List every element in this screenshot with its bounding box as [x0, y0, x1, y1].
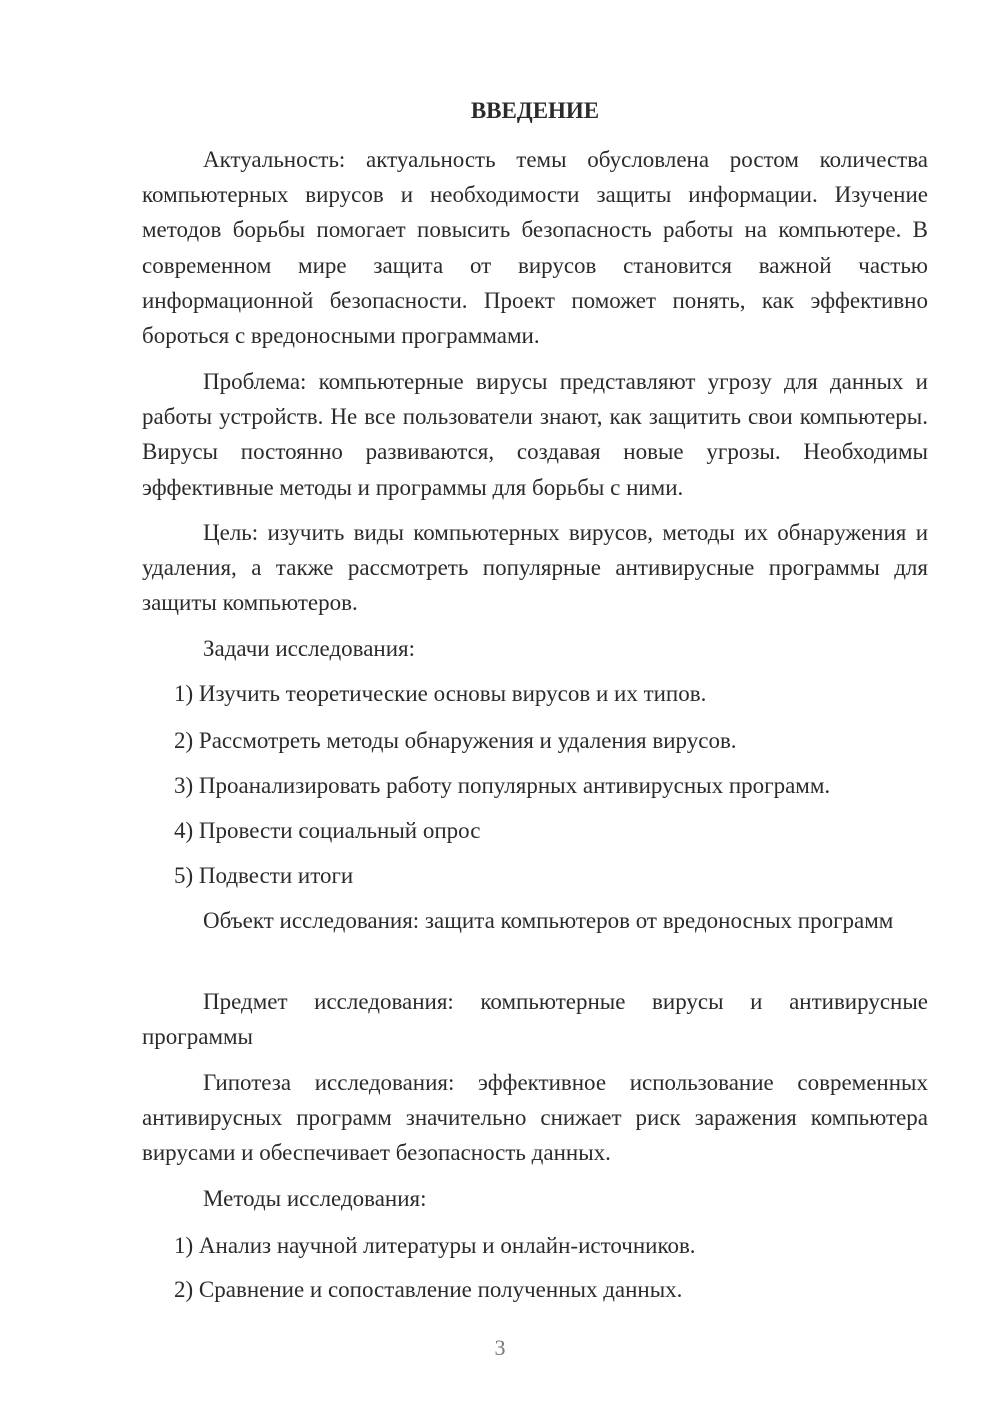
methods-heading: Методы исследования: [203, 1186, 427, 1211]
object-paragraph: Объект исследования: защита компьютеров от вредоносных программ [203, 908, 894, 933]
tasks-heading: Задачи исследования: [203, 636, 416, 661]
list-item: 2) Рассмотреть методы обнаружения и удаления вирусов. [174, 728, 737, 753]
list-item: 1) Анализ научной литературы и онлайн-источников. [174, 1233, 696, 1258]
subject-paragraph: Предмет исследования: компьютерные вирусы и антивирусные программы [142, 989, 928, 1050]
hypothesis-paragraph: Гипотеза исследования: эффективное использование современных антивирусных программ значительно снижает риск заражения компьютера вирусами и обеспечивает безопасность данных. [142, 1070, 928, 1166]
list-item: 2) Сравнение и сопоставление полученных данных. [174, 1277, 683, 1302]
page-title: ВВЕДЕНИЕ [470, 98, 600, 123]
list-item: 5) Подвести итоги [174, 863, 354, 888]
page-number: 3 [494, 1335, 506, 1360]
goal-paragraph: Цель: изучить виды компьютерных вирусов, методы их обнаружения и удаления, а также рассмотреть популярные антивирусные программы для защиты компьютеров. [142, 520, 928, 616]
list-item: 3) Проанализировать работу популярных антивирусных программ. [174, 773, 831, 798]
relevance-paragraph: Актуальность: актуальность темы обусловлена ростом количества компьютерных вирусов и необходимости защиты информации. Изучение методов борьбы помогает повысить безопасность работы на компьютере. В современном мире защита от вирусов становится важной частью информационной безопасности. Проект поможет понять, как эффективно бороться с вредоносными программами. [142, 147, 928, 349]
problem-paragraph: Проблема: компьютерные вирусы представляют угрозу для данных и работы устройств. Не все пользователи знают, как защитить свои компьютеры. Вирусы постоянно развиваются, создавая новые угрозы. Необходимы эффективные методы и программы для борьбы с ними. [142, 369, 928, 500]
list-item: 1) Изучить теоретические основы вирусов и их типов. [174, 681, 707, 706]
list-item: 4) Провести социальный опрос [174, 818, 481, 843]
